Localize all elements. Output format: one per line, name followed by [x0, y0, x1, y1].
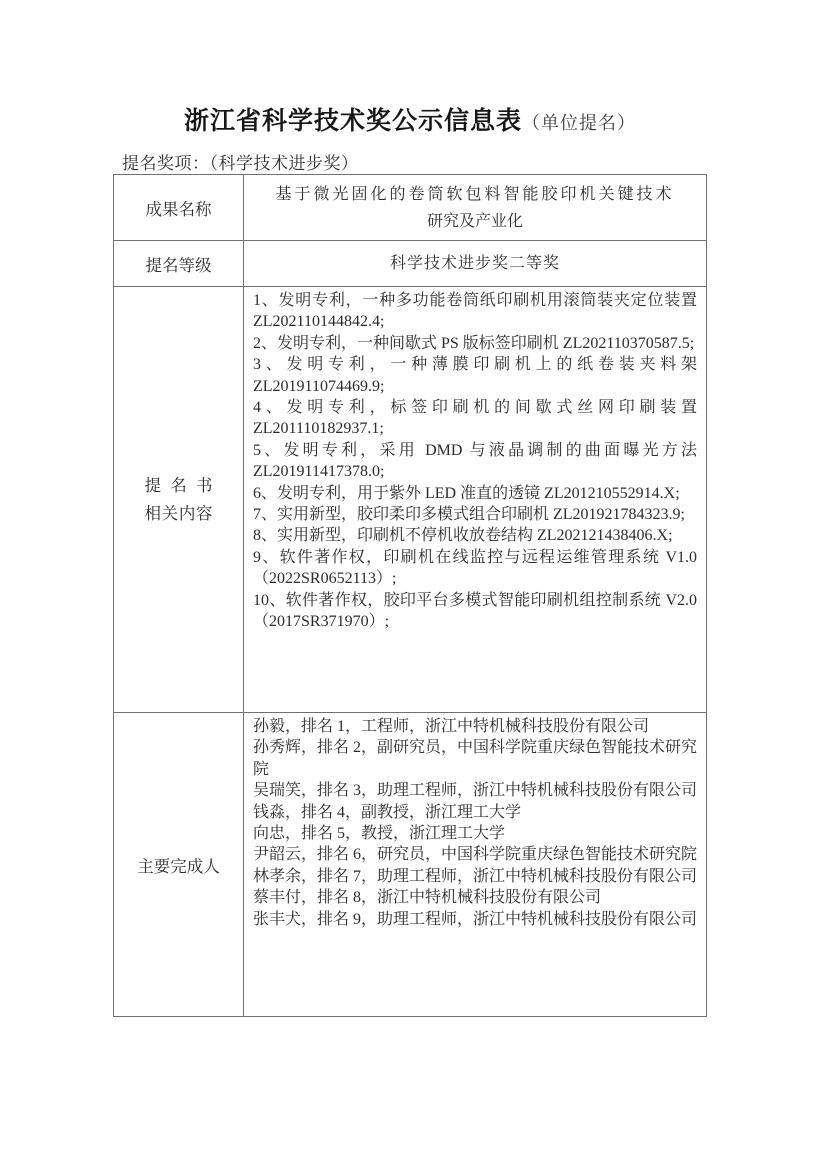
nomination-label — [145, 472, 213, 528]
nomination-item: 8、实用新型，印刷机不停机收放卷结构 ZL202121438406.X; — [253, 527, 673, 545]
nomination-label-cell — [114, 287, 244, 713]
doc-title-sub: （单位提名） — [522, 113, 636, 133]
completer-item: 林孝余，排名 7，助理工程师，浙江中特机械科技股份有限公司 — [253, 867, 698, 885]
completer-item: 蔡丰付，排名 8，浙江中特机械科技股份有限公司 — [253, 889, 602, 907]
nomination-label-line2: 相关内容 — [144, 503, 213, 523]
nomination-item: 10、软件著作权，胶印平台多模式智能印刷机组控制系统 V2.0（2017SR371970）; — [253, 591, 697, 631]
nomination-item: 2、发明专利，一种间歇式 PS 版标签印刷机 ZL202110370587.5; — [253, 334, 695, 352]
row-nomination-content — [114, 287, 707, 713]
award-category-line: 提名奖项：（科学技术进步奖） — [122, 154, 359, 173]
grade-value-cell — [244, 241, 707, 287]
nomination-item: 7、实用新型，胶印柔印多模式组合印刷机 ZL201921784323.9; — [253, 506, 685, 524]
doc-title-main: 浙江省科学技术奖公示信息表 — [183, 107, 522, 135]
row-result-name — [114, 175, 707, 241]
grade-label: 提名等级 — [145, 255, 212, 275]
nomination-item: 6、发明专利，用于紫外 LED 准直的透镜 ZL201210552914.X; — [253, 484, 680, 502]
result-name-value-cell — [244, 175, 707, 241]
nomination-item: 4、发明专利，标签印刷机的间歇式丝网印刷装置 ZL201110182937.1; — [253, 399, 697, 438]
completer-item: 张丰犬，排名 9，助理工程师，浙江中特机械科技股份有限公司 — [253, 910, 698, 928]
completer-item: 尹韶云，排名 6，研究员，中国科学院重庆绿色智能技术研究院 — [253, 846, 698, 864]
doc-title — [0, 101, 820, 137]
nomination-item: 1、发明专利，一种多功能卷筒纸印刷机用滚筒装夹定位装置 ZL202110144842.4; — [253, 292, 697, 331]
row-completers — [114, 713, 707, 1017]
result-name-line2: 研究及产业化 — [426, 212, 523, 230]
completer-item: 吴瑞笑，排名 3，助理工程师，浙江中特机械科技股份有限公司 — [253, 782, 698, 800]
completer-item: 孙毅，排名 1，工程师，浙江中特机械科技股份有限公司 — [253, 718, 650, 735]
completers-items-cell — [244, 713, 707, 1017]
nomination-item: 5、发明专利，采用 DMD 与液晶调制的曲面曝光方法 ZL201911417378.0; — [253, 441, 697, 481]
grade-label-cell — [114, 241, 244, 287]
completer-item: 向忠，排名 5，教授，浙江理工大学 — [253, 825, 506, 843]
nomination-label-line1: 提名书 — [144, 475, 213, 495]
completers-label-cell — [114, 713, 244, 1017]
row-grade — [114, 241, 707, 287]
completer-item: 钱淼，排名 4，副教授，浙江理工大学 — [253, 803, 522, 821]
result-name-line1: 基于微光固化的卷筒软包料智能胶印机关键技术 — [275, 185, 675, 203]
award-info-table — [113, 174, 707, 1017]
nomination-item: 3、发明专利，一种薄膜印刷机上的纸卷装夹料架 ZL201911074469.9; — [253, 356, 697, 395]
nomination-item: 9、软件著作权，印刷机在线监控与远程运维管理系统 V1.0（2022SR0652113）; — [253, 548, 697, 588]
result-name-label-cell — [114, 175, 244, 241]
grade-value: 科学技术进步奖二等奖 — [389, 254, 560, 272]
completers-label: 主要完成人 — [137, 856, 220, 876]
result-name-label: 成果名称 — [145, 199, 212, 219]
nomination-items-cell — [244, 287, 707, 713]
completer-item: 孙秀辉，排名 2，副研究员，中国科学院重庆绿色智能技术研究院 — [253, 739, 698, 778]
